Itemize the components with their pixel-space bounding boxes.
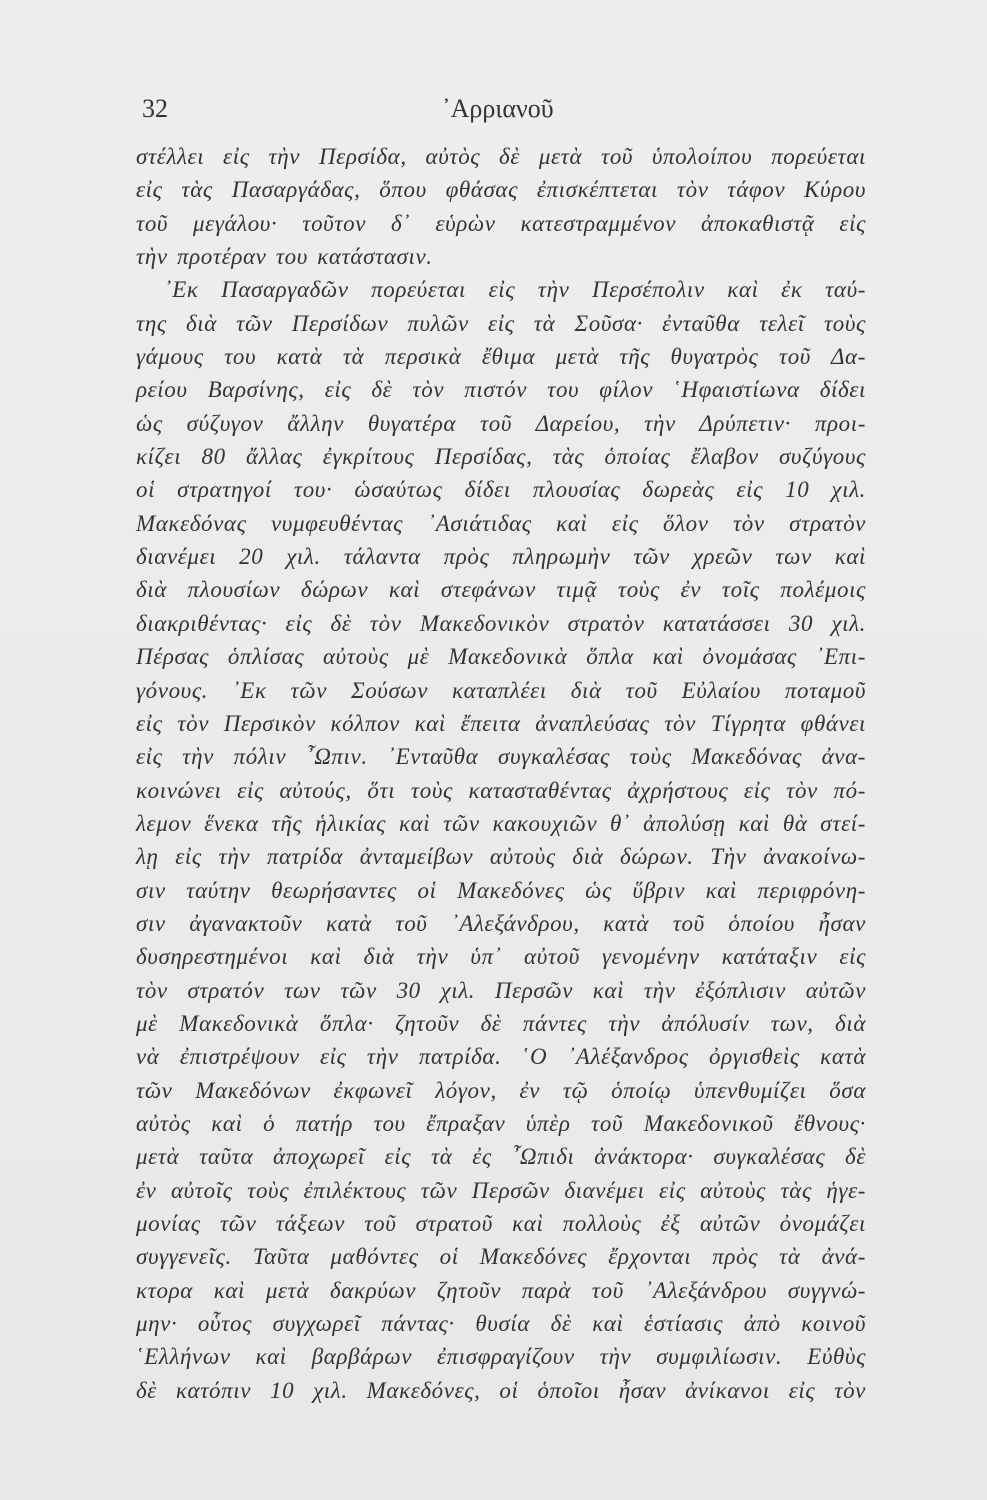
text-line: κίζει 80 ἄλλας ἐγκρίτους Περσίδας, τὰς ὁποίας ἔλαβον συζύγους	[136, 444, 866, 470]
text-line: ᾿Εκ Πασαργαδῶν πορεύεται εἰς τὴν Περσέπολιν καὶ ἐκ ταύ-	[164, 277, 866, 303]
text-line: κτορα καὶ μετὰ δακρύων ζητοῦν παρὰ τοῦ ᾿Αλεξάνδρου συγγνώ-	[136, 1277, 866, 1303]
text-line: Μακεδόνας νυμφευθέντας ᾿Ασιάτιδας καὶ εἰς ὅλον τὸν στρατὸν	[136, 510, 866, 536]
text-line: συγγενεῖς. Ταῦτα μαθόντες οἱ Μακεδόνες ἔρχονται πρὸς τὰ ἀνά-	[136, 1244, 866, 1270]
text-line: τῶν Μακεδόνων ἐκφωνεῖ λόγον, ἐν τῷ ὁποίῳ ὑπενθυμίζει ὅσα	[136, 1077, 866, 1103]
text-line: λῃ εἰς τὴν πατρίδα ἀνταμείβων αὐτοὺς διὰ δώρων. Τὴν ἀνακοίνω-	[136, 844, 866, 870]
text-line: στέλλει εἰς τὴν Περσίδα, αὐτὸς δὲ μετὰ τοῦ ὑπολοίπου πορεύεται	[136, 144, 866, 169]
text-line: διὰ πλουσίων δώρων καὶ στεφάνων τιμᾷ τοὺς ἐν τοῖς πολέμοις	[136, 577, 866, 603]
text-line: οἱ στρατηγοί του· ὡσαύτως δίδει πλουσίας δωρεὰς εἰς 10 χιλ.	[136, 477, 866, 503]
text-line: αὐτὸς καὶ ὁ πατήρ του ἔπραξαν ὑπὲρ τοῦ Μακεδονικοῦ ἔθνους·	[136, 1110, 866, 1136]
text-line: εἰς τὴν πόλιν ῏Ωπιν. ᾿Ενταῦθα συγκαλέσας τοὺς Μακεδόνας ἀνα-	[136, 744, 866, 770]
running-title: ᾿Αρριανοῦ	[442, 94, 554, 123]
text-line: γόνους. ᾿Εκ τῶν Σούσων καταπλέει διὰ τοῦ Εὐλαίου ποταμοῦ	[136, 677, 866, 703]
body-text	[136, 140, 866, 1407]
text-line: ρείου Βαρσίνης, εἰς δὲ τὸν πιστόν του φίλον ῾Ηφαιστίωνα δίδει	[136, 377, 866, 403]
page-number: 32	[142, 94, 168, 123]
text-line: μονίας τῶν τάξεων τοῦ στρατοῦ καὶ πολλοὺς ἐξ αὐτῶν ὀνομάζει	[136, 1211, 866, 1236]
text-line: τοῦ μεγάλου· τοῦτον δ᾿ εὑρὼν κατεστραμμένον ἀποκαθιστᾷ εἰς	[136, 210, 866, 236]
text-line: Πέρσας ὁπλίσας αὐτοὺς μὲ Μακεδονικὰ ὅπλα καὶ ὀνομάσας ᾿Επι-	[136, 644, 866, 670]
text-line: ὡς σύζυγον ἄλλην θυγατέρα τοῦ Δαρείου, τὴν Δρύπετιν· προι-	[136, 410, 866, 436]
text-line: εἰς τὸν Περσικὸν κόλπον καὶ ἔπειτα ἀναπλεύσας τὸν Τίγρητα φθάνει	[136, 710, 866, 736]
text-line: μετὰ ταῦτα ἀποχωρεῖ εἰς τὰ ἐς ῏Ωπιδι ἀνάκτορα· συγκαλέσας δὲ	[136, 1144, 866, 1170]
text-line: λεμον ἕνεκα τῆς ἡλικίας καὶ τῶν κακουχιῶν θ᾿ ἀπολύσῃ καὶ θὰ στεί-	[136, 810, 866, 836]
text-line: σιν ταύτην θεωρήσαντες οἱ Μακεδόνες ὡς ὕβριν καὶ περιφρόνη-	[136, 877, 866, 903]
text-line: μην· οὗτος συγχωρεῖ πάντας· θυσία δὲ καὶ ἑστίασις ἀπὸ κοινοῦ	[136, 1311, 866, 1337]
text-line: τὸν στρατόν των τῶν 30 χιλ. Περσῶν καὶ τὴν ἐξόπλισιν αὐτῶν	[136, 977, 866, 1003]
text-line: διανέμει 20 χιλ. τάλαντα πρὸς πληρωμὴν τῶν χρεῶν των καὶ	[136, 544, 866, 570]
text-line: μὲ Μακεδονικὰ ὅπλα· ζητοῦν δὲ πάντες τὴν ἀπόλυσίν των, διὰ	[136, 1010, 866, 1036]
text-line: κοινώνει εἰς αὐτούς, ὅτι τοὺς κατασταθέντας ἀχρήστους εἰς τὸν πό-	[136, 777, 866, 803]
text-line: δυσηρεστημένοι καὶ διὰ τὴν ὑπ᾿ αὐτοῦ γενομένην κατάταξιν εἰς	[136, 944, 866, 970]
text-line: σιν ἀγανακτοῦν κατὰ τοῦ ᾿Αλεξάνδρου, κατὰ τοῦ ὁποίου ἦσαν	[136, 910, 866, 936]
text-line: της διὰ τῶν Περσίδων πυλῶν εἰς τὰ Σοῦσα· ἐνταῦθα τελεῖ τοὺς	[136, 310, 866, 336]
text-line: ἐν αὐτοῖς τοὺς ἐπιλέκτους τῶν Περσῶν διανέμει εἰς αὐτοὺς τὰς ἡγε-	[136, 1177, 866, 1203]
text-line: γάμους του κατὰ τὰ περσικὰ ἔθιμα μετὰ τῆς θυγατρὸς τοῦ Δα-	[136, 344, 866, 370]
text-line: δὲ κατόπιν 10 χιλ. Μακεδόνες, οἱ ὁποῖοι ἦσαν ἀνίκανοι εἰς τὸν	[136, 1377, 866, 1403]
text-line: νὰ ἐπιστρέψουν εἰς τὴν πατρίδα. ῾Ο ᾿Αλέξανδρος ὀργισθεὶς κατὰ	[136, 1044, 866, 1070]
text-line: διακριθέντας· εἰς δὲ τὸν Μακεδονικὸν στρατὸν κατατάσσει 30 χιλ.	[136, 610, 866, 636]
text-line: εἰς τὰς Πασαργάδας, ὅπου φθάσας ἐπισκέπτεται τὸν τάφον Κύρου	[136, 177, 866, 203]
text-line: ῾Ελλήνων καὶ βαρβάρων ἐπισφραγίζουν τὴν συμφιλίωσιν. Εὐθὺς	[136, 1344, 866, 1370]
page-header	[142, 94, 845, 128]
text-line: τὴν προτέραν του κατάστασιν.	[136, 244, 433, 270]
